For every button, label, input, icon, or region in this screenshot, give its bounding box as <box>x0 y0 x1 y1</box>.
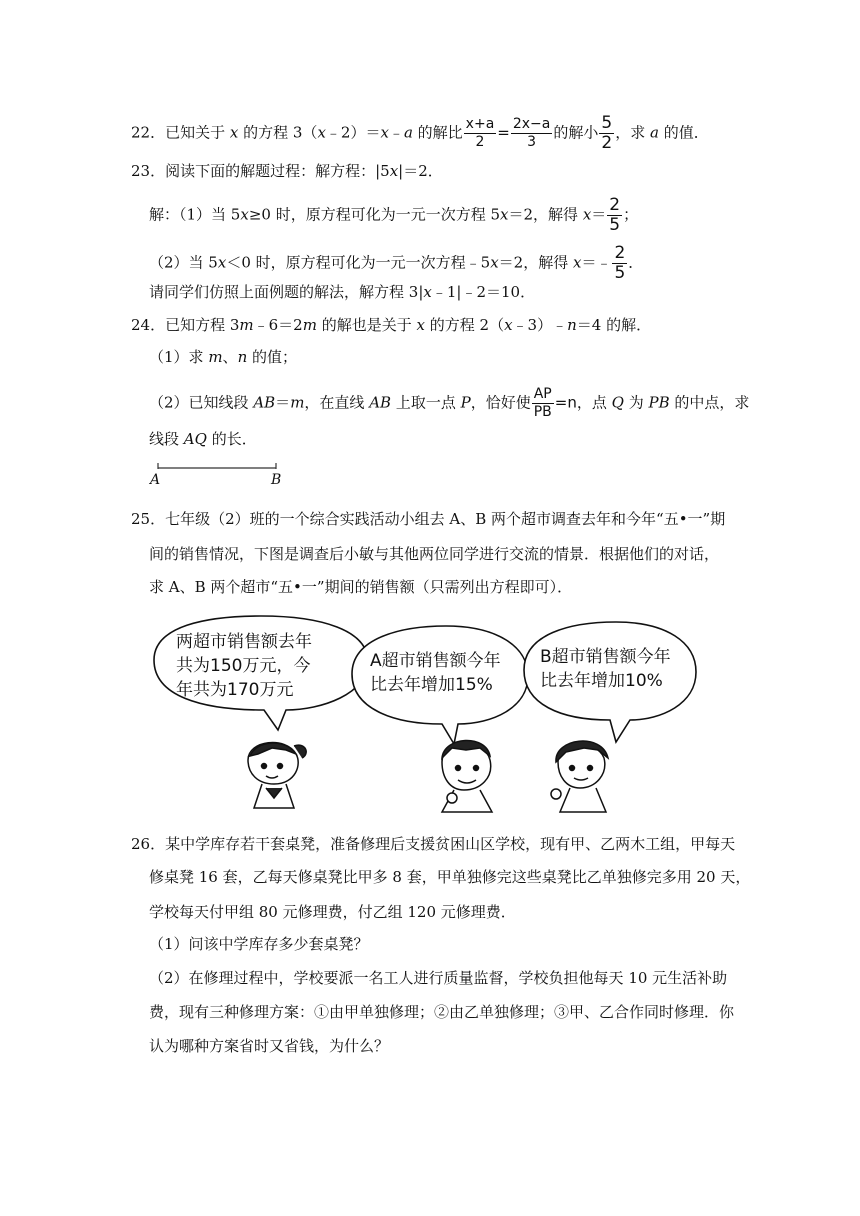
student-boy-figure <box>442 740 492 812</box>
point-a-label: A <box>150 472 161 488</box>
fraction-five-halves: $\frac{5}{2}$ <box>601 113 613 153</box>
question-25-line-2: 间的销售情况，下图是调查后小敏与其他两位同学进行交流的情景．根据他们的对话， <box>149 545 720 563</box>
question-24: 24．已知方程 3m﹣6＝2m 的解也是关于 x 的方程 2（x﹣3）﹣n＝4 的解． <box>131 316 652 334</box>
student-girl-figure <box>248 743 306 808</box>
question-25-line-3: 求 A、B 两个超市“五•一”期间的销售额（只需列出方程即可）． <box>149 578 573 596</box>
question-25-line-1: 25．七年级（2）班的一个综合实践活动小组去 A、B 两个超市调查去年和今年“五•一”期 <box>131 510 726 528</box>
question-24-part-1: （1）求 m、n 的值； <box>149 348 298 366</box>
question-26-line-2: 修桌凳 16 套，乙每天修桌凳比甲多 8 套，甲单独修完这些桌凳比乙单独修完多用 20 天， <box>149 868 751 886</box>
question-24-part-2-line-2: 线段 AQ 的长． <box>149 430 257 448</box>
question-26-line-3: 学校每天付甲组 80 元修理费，付乙组 120 元修理费． <box>149 903 516 921</box>
speech-bubble-1 <box>154 616 368 730</box>
point-b-label: B <box>271 472 282 488</box>
svg-text:两超市销售额去年: 两超市销售额去年 <box>176 632 312 652</box>
question-26-part-2-line-1: （2）在修理过程中，学校要派一名工人进行质量监督，学校负担他每天 10 元生活补助 <box>149 969 728 987</box>
question-23-step-1: 解：（1）当 5x≥0 时，原方程可化为一元一次方程 5x＝2，解得 x＝ $\frac{2}{5}$ ； <box>149 195 639 235</box>
speech-bubble-2 <box>352 626 528 744</box>
question-23-step-2: （2）当 5x＜0 时，原方程可化为一元一次方程﹣5x＝2，解得 x＝﹣ $\frac{2}{5}$ ． <box>149 243 644 283</box>
question-23-task: 请同学们仿照上面例题的解法，解方程 3|x﹣1|﹣2＝10． <box>149 283 536 301</box>
segment-ab-figure <box>150 460 290 474</box>
speech-bubble-3 <box>524 622 696 742</box>
question-26-part-2-line-3: 认为哪种方案省时又省钱，为什么？ <box>149 1037 390 1055</box>
question-24-part-2: （2）已知线段 AB＝m，在直线 AB 上取一点 P，恰好使 $\frac{AP}{PB}$ =n，点 Q 为 PB 的中点，求 <box>149 386 750 420</box>
question-26-line-1: 26．某中学库存若干套桌凳，准备修理后支援贫困山区学校，现有甲、乙两木工组，甲每天 <box>131 835 736 853</box>
fraction-neg-two-fifths: $\frac{2}{5}$ <box>614 243 626 283</box>
fraction-two-fifths: $\frac{2}{5}$ <box>609 195 621 235</box>
question-23-intro: 23．阅读下面的解题过程：解方程：|5x|＝2． <box>131 162 443 180</box>
svg-text:B超市销售额今年: B超市销售额今年 <box>540 647 671 667</box>
svg-text:比去年增加15%: 比去年增加15% <box>370 675 493 695</box>
svg-text:共为150万元，今: 共为150万元，今 <box>176 656 311 676</box>
question-26-part-2-line-2: 费，现有三种修理方案：①由甲单独修理；②由乙单独修理；③甲、乙合作同时修理．你 <box>149 1003 735 1021</box>
fraction-ap-over-pb: $\frac{AP}{PB}$ <box>533 386 552 420</box>
svg-text:A超市销售额今年: A超市销售额今年 <box>370 651 501 671</box>
svg-text:年共为170万元: 年共为170万元 <box>176 680 294 700</box>
question-22: 22．已知关于 x 的方程 3（x﹣2）＝x﹣a 的解比 $\frac{x+a}{2}$ = $\frac{2x-a}{3}$ 的解小 $\frac{5}{2}$ ，求 a 的值． <box>131 113 709 153</box>
svg-text:比去年增加10%: 比去年增加10% <box>540 671 663 691</box>
dialogue-illustration <box>146 612 708 820</box>
student-girl-2-figure <box>551 741 608 812</box>
fraction-2x-minus-a: $\frac{2x-a}{3}$ <box>512 116 551 150</box>
question-26-part-1: （1）问该中学库存多少套桌凳？ <box>149 935 369 953</box>
fraction-x-plus-a: $\frac{x+a}{2}$ <box>465 116 495 150</box>
